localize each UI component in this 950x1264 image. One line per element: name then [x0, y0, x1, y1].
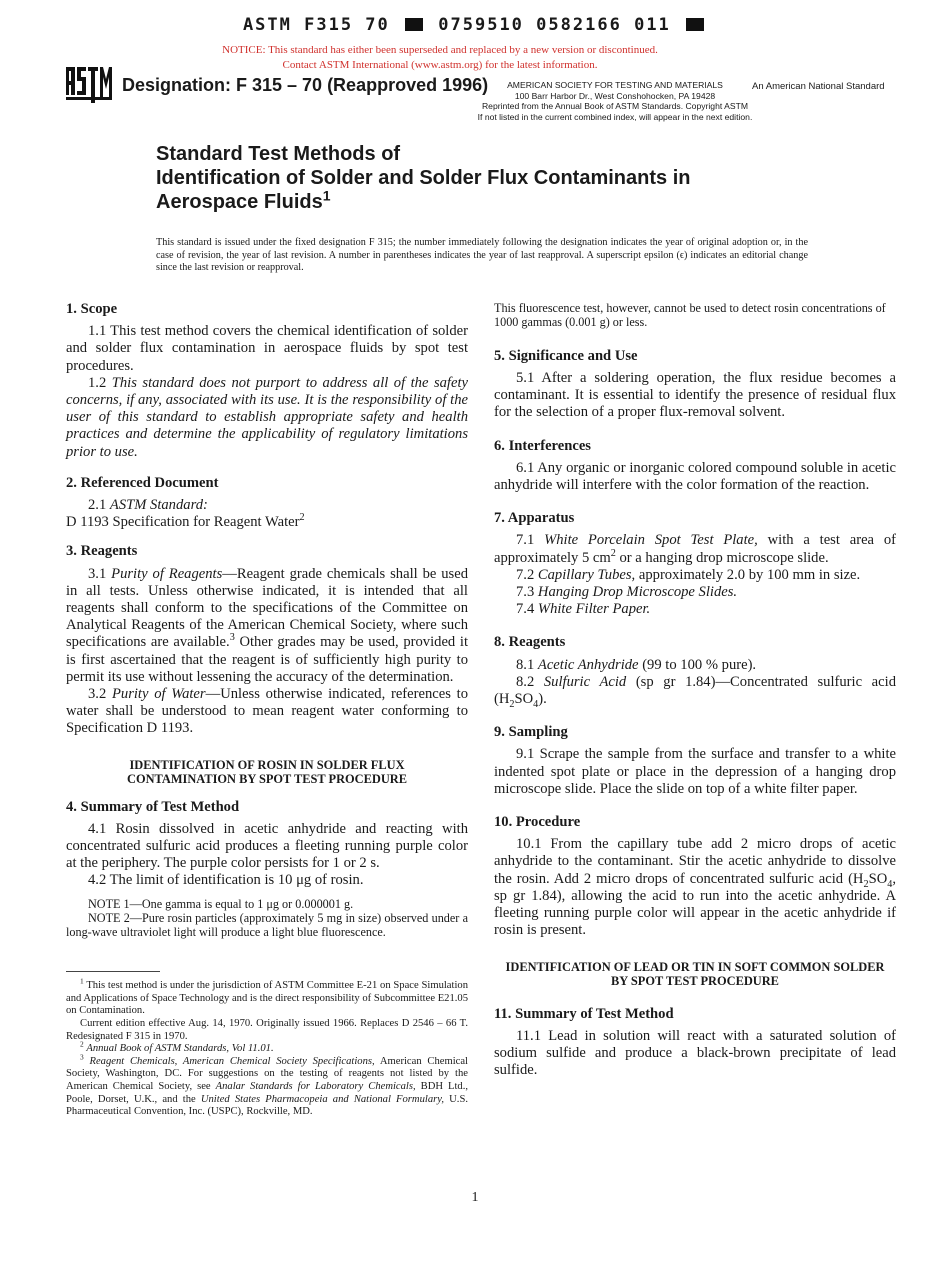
right-column	[494, 301, 896, 1079]
para-3-2: 3.2 Purity of Water—Unless otherwise indicated, references to water shall be understood to mean reagent water conforming to Specification D 1193.	[66, 686, 468, 737]
doc-code: ASTM F315 70	[242, 15, 390, 35]
section-2-heading: 2. Referenced Document	[66, 474, 219, 491]
designation: Designation: F 315 – 70 (Reapproved 1996)	[122, 75, 489, 95]
title-footnote-mark: 1	[322, 187, 331, 204]
section-8-heading: 8. Reagents	[494, 634, 566, 651]
barcode-block	[686, 18, 704, 31]
para-3-1: 3.1 Purity of Reagents—Reagent grade chemicals shall be used in all tests. Unless otherwise indicated, it is intended that all reagents shall conform to the specifications of the Committee on Analytical Reagents of the American Chemical Society, where such specifications are available.$^3$ Other grades may be used, provided it is first ascertained that the reagent is of sufficiently high purity to permit its use without lessening the accuracy of the determination.	[66, 565, 469, 685]
para-9-1: 9.1 Scrape the sample from the surface and transfer to a white indented spot plate or place in the depression of a hanging drop microscope slide. Place the slide on top of a white filter paper.	[494, 746, 896, 797]
para-10-1: 10.1 From the capillary tube add 2 micro drops of acetic anhydride to the contaminant. Stir the acetic anhydride to dissolve the rosin. Add 2 micro drops of concentrated sulfuric acid ($H_2SO_4$, sp gr 1.84), allowing the acid to run into the acetic anhydride. A fleeting running purple color will appear in the acetic anhydride if rosin is present.	[494, 836, 896, 939]
note-1: NOTE 1—One gamma is equal to 1 μg or 0.000001 g.	[88, 896, 354, 911]
footnote-2: $^2$ Annual Book of ASTM Standards, Vol 11.01.	[80, 1039, 274, 1055]
section-7-heading: 7. Apparatus	[494, 510, 575, 527]
section-11-heading: 11. Summary of Test Method	[494, 1005, 674, 1022]
section-5-heading: 5. Significance and Use	[494, 347, 638, 364]
para-7-1: 7.1 White Porcelain Spot Test Plate, with a test area of approximately 5 $cm^2$ or a hanging drop microscope slide.	[494, 532, 896, 566]
society-name: AMERICAN SOCIETY FOR TESTING AND MATERIALS	[507, 80, 723, 90]
para-1-1: 1.1 This test method covers the chemical identification of solder and solder flux contamination in aerospace fluids by spot test procedures.	[66, 323, 468, 374]
document-title	[156, 142, 796, 214]
note-2-continued: This fluorescence test, however, cannot be used to detect rosin concentrations of 1000 gammas (0.001 g) or less.	[494, 301, 886, 330]
section-1-heading: 1. Scope	[66, 301, 118, 317]
astm-logo	[63, 63, 113, 107]
barcode-block	[405, 18, 423, 31]
index-line: If not listed in the current combined index, will appear in the next edition.	[477, 111, 753, 122]
para-1-2: 1.2 This standard does not purport to address all of the safety concerns, if any, associated with its use. It is the responsibility of the user of this standard to establish appropriate safety and health practices and determine the applicability of regulatory limitations prior to use.	[66, 374, 468, 460]
document-barcode-line	[0, 15, 950, 35]
society-block	[459, 80, 771, 122]
para-4-2: 4.2 The limit of identification is 10 μg of rosin.	[88, 872, 364, 889]
para-7-4: 7.4 White Filter Paper.	[516, 601, 651, 618]
section-4-heading: 4. Summary of Test Method	[66, 798, 240, 815]
para-8-1: 8.1 Acetic Anhydride (99 to 100 % pure).	[516, 656, 757, 673]
national-standard-label: An American National Standard	[752, 81, 885, 92]
para-2-1: 2.1 ASTM Standard:	[88, 497, 208, 514]
part-1-heading: IDENTIFICATION OF ROSIN IN SOLDER FLUX CONTAMINATION BY SPOT TEST PROCEDURE	[127, 757, 407, 786]
issuance-statement: This standard is issued under the fixed designation F 315; the number immediately following the designation indicates the year of original adoption or, in the case of revision, the year of last revision. A number in parentheses indicates the year of last reapproval. A superscript epsilon (ϵ) indicates an editorial change since the last revision or reapproval.	[156, 237, 808, 273]
page-number: 1	[471, 1190, 479, 1205]
barcode-a: 0759510	[438, 15, 524, 35]
para-7-3: 7.3 Hanging Drop Microscope Slides.	[516, 584, 738, 601]
part-2-heading: IDENTIFICATION OF LEAD OR TIN IN SOFT COMMON SOLDER BY SPOT TEST PROCEDURE	[505, 959, 885, 988]
society-address: 100 Barr Harbor Dr., West Conshohocken, PA 19428	[514, 90, 716, 101]
footnote-3: $^3$ Reagent Chemicals, American Chemical Society Specifications, American Chemical Society, Washington, DC. For suggestions on the testing of reagents not listed by the American Chemical Society, see Analar Standards for Laboratory Chemicals, BDH Ltd., Poole, Dorset, U.K., and the United States Pharmacopeia and National Formulary, U.S. Pharmaceutical Convention, Inc. (USPC), Rockville, MD.	[66, 1052, 468, 1118]
title-line-1: Standard Test Methods of	[156, 143, 401, 165]
para-11-1: 11.1 Lead in solution will react with a saturated solution of sodium sulfide and produce a black-brown precipitate of lead sulfide.	[494, 1027, 896, 1079]
note-2: NOTE 2—Pure rosin particles (approximately 5 mg in size) observed under a long-wave ultraviolet light will produce a light blue fluorescence.	[66, 910, 468, 940]
title-line-2: Identification of Solder and Solder Flux Contaminants in	[156, 167, 691, 189]
section-3-heading: 3. Reagents	[66, 543, 138, 560]
reprint-line: Reprinted from the Annual Book of ASTM Standards. Copyright ASTM	[481, 101, 749, 111]
reference-d1193: D 1193 Specification for Reagent Water$^2$	[66, 512, 305, 531]
para-4-1: 4.1 Rosin dissolved in acetic anhydride and reacting with concentrated sulfuric acid produces a fleeting running purple color at the periphery. The purple color persists for 1 or 2 s.	[66, 820, 468, 872]
para-5-1: 5.1 After a soldering operation, the flux residue becomes a contaminant. It is essential to identify the presence of residual flux for the selection of a proper flux-removal solvent.	[494, 370, 896, 421]
para-8-2: 8.2 Sulfuric Acid (sp gr 1.84)—Concentrated sulfuric acid $(H_2SO_4)$.	[494, 673, 896, 710]
title-line-3: Aerospace Fluids$^1$	[156, 187, 331, 213]
section-10-heading: 10. Procedure	[494, 814, 581, 831]
contact-notice[interactable]: Contact ASTM International (www.astm.org) for the latest information.	[282, 59, 598, 71]
supersede-notice: NOTICE: This standard has either been superseded and replaced by a new version or discontinued.	[222, 44, 658, 56]
barcode-c: 011	[634, 15, 671, 35]
para-7-2: 7.2 Capillary Tubes, approximately 2.0 by 100 mm in size.	[516, 566, 861, 583]
footnote-1: $^1$ This test method is under the jurisdiction of ASTM Committee E-21 on Space Simulation and Applications of Space Technology and is the direct responsibility of Subcommittee E21.05 on Contamination.	[66, 976, 468, 1017]
footnote-1b: Current edition effective Aug. 14, 1970. Originally issued 1966. Replaces D 2546 – 66 T. Redesignated F 315 in 1970.	[66, 1018, 468, 1042]
barcode-b: 0582166	[536, 15, 622, 35]
para-6-1: 6.1 Any organic or inorganic colored compound soluble in acetic anhydride will interfere with the color formation of the reaction.	[494, 459, 896, 494]
section-6-heading: 6. Interferences	[494, 437, 591, 454]
section-9-heading: 9. Sampling	[494, 724, 568, 741]
left-column	[66, 301, 468, 1119]
